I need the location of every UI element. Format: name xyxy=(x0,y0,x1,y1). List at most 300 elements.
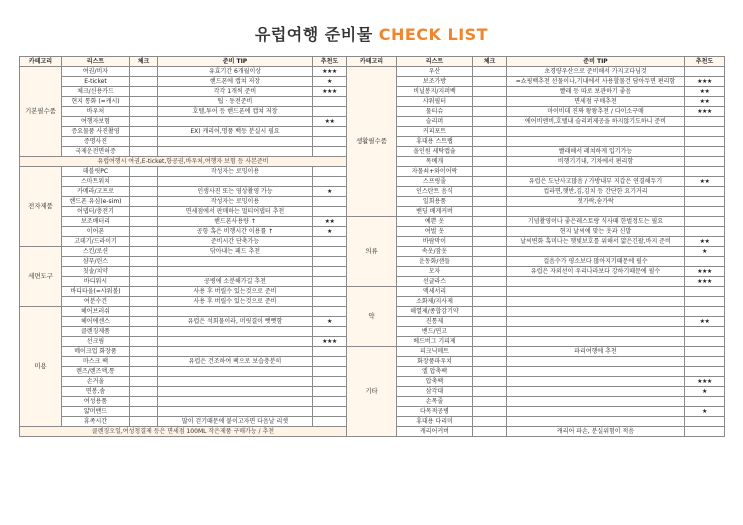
table-row xyxy=(347,167,725,177)
priority-stars xyxy=(313,167,347,177)
item-name: 증명사진 xyxy=(62,137,130,147)
table-row xyxy=(347,417,725,427)
priority-stars: ★ xyxy=(685,247,725,257)
table-row xyxy=(20,267,347,277)
item-name: 운동화/샌들 xyxy=(397,257,473,267)
priority-stars xyxy=(685,67,725,77)
check-box[interactable] xyxy=(130,127,158,137)
check-box[interactable] xyxy=(130,407,158,417)
check-box[interactable] xyxy=(130,247,158,257)
priority-stars: ★★★ xyxy=(685,77,725,87)
check-box[interactable] xyxy=(130,297,158,307)
item-name: 모자 xyxy=(397,267,473,277)
item-name: 얇머밴드 xyxy=(62,407,130,417)
table-row xyxy=(347,377,725,387)
tip-text xyxy=(507,127,685,137)
check-box[interactable] xyxy=(130,217,158,227)
table-row xyxy=(347,367,725,377)
table-row xyxy=(20,347,347,357)
item-name: 밴딩 배게커버 xyxy=(397,207,473,217)
priority-stars: ★★★ xyxy=(685,277,725,287)
priority-stars xyxy=(313,267,347,277)
item-name: 액세서리 xyxy=(397,287,473,297)
check-box[interactable] xyxy=(130,367,158,377)
tip-text: 많이 걷기때문에 붙이고자면 다음날 리셋 xyxy=(158,417,313,427)
table-row xyxy=(347,397,725,407)
tip-text: 각각 1개씩 준비 xyxy=(158,87,313,97)
item-name: 예쁜 옷 xyxy=(397,217,473,227)
priority-stars xyxy=(685,307,725,317)
right-checklist-table xyxy=(346,56,725,437)
tip-text: 면세점 구매추천 xyxy=(507,97,685,107)
check-box[interactable] xyxy=(130,227,158,237)
check-box[interactable] xyxy=(130,327,158,337)
table-row xyxy=(20,177,347,187)
table-row xyxy=(20,407,347,417)
note-row xyxy=(20,427,347,437)
right-checklist xyxy=(346,56,724,437)
tip-text: 날씨변화 혹미나는 햇빛보호를 위해서 얇은긴팔,바지 준비 xyxy=(507,237,685,247)
tip-text xyxy=(507,317,685,327)
table-row xyxy=(20,387,347,397)
tip-text: 비행기기내, 기차에서 편리함 xyxy=(507,157,685,167)
check-box[interactable] xyxy=(473,157,507,167)
tip-text: 공항 혹은 비행시간 이용률 ↑ xyxy=(158,227,313,237)
tip-text: 걸음수가 평소보다 많아지기때문에 필수 xyxy=(507,257,685,267)
item-name: 소화제/지사제 xyxy=(397,297,473,307)
item-name: 물티슈 xyxy=(397,107,473,117)
priority-stars: ★★★ xyxy=(685,267,725,277)
tip-text xyxy=(158,367,313,377)
note-text: 유럽여행시 여권,E-ticket,항공권,바우처,여행자 보험 등 사본준비 xyxy=(20,157,347,167)
check-box[interactable] xyxy=(130,177,158,187)
item-name: E-ticket xyxy=(62,77,130,87)
category-cell: 미용 xyxy=(20,307,62,427)
check-box[interactable] xyxy=(130,277,158,287)
priority-stars: ★ xyxy=(685,407,725,417)
table-row xyxy=(20,87,347,97)
tip-text: =쇼핑백추천 선물이나,기내에서 사용할물건 담아두면 편리함 xyxy=(507,77,685,87)
priority-stars xyxy=(313,287,347,297)
table-row xyxy=(347,277,725,287)
priority-stars xyxy=(685,137,725,147)
item-name: 데블릿PC xyxy=(62,167,130,177)
tip-text xyxy=(158,267,313,277)
priority-stars xyxy=(313,297,347,307)
check-box[interactable] xyxy=(130,207,158,217)
priority-stars: ★★ xyxy=(313,217,347,227)
check-box[interactable] xyxy=(473,307,507,317)
table-row xyxy=(20,257,347,267)
tip-text xyxy=(507,247,685,257)
check-box[interactable] xyxy=(130,67,158,77)
table-row xyxy=(20,277,347,287)
category-cell: 생활필수품 xyxy=(347,67,397,217)
priority-stars xyxy=(685,217,725,227)
tip-text xyxy=(507,277,685,287)
check-box[interactable] xyxy=(473,197,507,207)
table-row xyxy=(20,317,347,327)
table-row xyxy=(347,147,725,157)
tip-text: 초경량우산으로 준비해서 가지고다님것 xyxy=(507,67,685,77)
check-box[interactable] xyxy=(473,357,507,367)
tip-text: 인생사진 또는 영상촬영 가능 xyxy=(158,187,313,197)
priority-stars xyxy=(685,197,725,207)
tip-text xyxy=(507,407,685,417)
tip-text: 컵라면,햇반,김,김치 등 간단한 요기거리 xyxy=(507,187,685,197)
tip-text xyxy=(507,387,685,397)
check-box[interactable] xyxy=(130,287,158,297)
table-row xyxy=(347,357,725,367)
priority-stars: ★★★ xyxy=(313,87,347,97)
tip-text xyxy=(507,377,685,387)
table-row xyxy=(20,217,347,227)
priority-stars xyxy=(685,287,725,297)
table-row xyxy=(347,287,725,297)
tip-text: 면세점에서 판매하는 멀티어댑터 추천 xyxy=(158,207,313,217)
tip-text xyxy=(158,137,313,147)
table-row xyxy=(20,417,347,427)
tip-text: 빨래 등 따로 보관하기 좋음 xyxy=(507,87,685,97)
table-row xyxy=(20,307,347,317)
priority-stars xyxy=(313,97,347,107)
check-box[interactable] xyxy=(130,317,158,327)
tip-text xyxy=(507,327,685,337)
table-row xyxy=(347,137,725,147)
check-box[interactable] xyxy=(473,427,507,437)
table-row xyxy=(20,107,347,117)
item-name: 화장품파우치 xyxy=(397,357,473,367)
tip-text: 현지 날씨에 맞는 옷과 신발 xyxy=(507,227,685,237)
tip-text xyxy=(507,417,685,427)
priority-stars xyxy=(685,257,725,267)
table-row xyxy=(347,97,725,107)
check-box[interactable] xyxy=(473,387,507,397)
table-row xyxy=(347,267,725,277)
table-row xyxy=(20,377,347,387)
tip-text: 유럽은 건조하여 팩으로 보습충분히 xyxy=(158,357,313,367)
priority-stars xyxy=(685,127,725,137)
item-name: 선글라스 xyxy=(397,277,473,287)
tip-text: 유럽은 석회물이라, 머릿결이 뻣뻣함 xyxy=(158,317,313,327)
item-name: 메이크업 화장품 xyxy=(62,347,130,357)
priority-stars xyxy=(685,427,725,437)
priority-stars xyxy=(313,347,347,357)
table-row xyxy=(20,237,347,247)
tip-text: 사용 후 버릴수 있는것으로 준비 xyxy=(158,287,313,297)
tip-text xyxy=(507,297,685,307)
table-row xyxy=(347,177,725,187)
item-name: 손거울 xyxy=(62,377,130,387)
tip-text: 닦아내는 패드 추천 xyxy=(158,247,313,257)
item-name: 여행자보험 xyxy=(62,117,130,127)
tip-text xyxy=(158,147,313,157)
check-box[interactable] xyxy=(473,367,507,377)
table-row xyxy=(347,207,725,217)
priority-stars xyxy=(685,147,725,157)
item-name: 마스크 팩 xyxy=(62,357,130,367)
check-box[interactable] xyxy=(473,187,507,197)
priority-stars xyxy=(313,257,347,267)
tip-text: 빨래해서 레쳐하게 입기가능 xyxy=(507,147,685,157)
table-row xyxy=(20,397,347,407)
tip-text xyxy=(507,137,685,147)
table-row xyxy=(347,227,725,237)
item-name: 바디워시 xyxy=(62,277,130,287)
check-box[interactable] xyxy=(130,137,158,147)
priority-stars: ★ xyxy=(313,317,347,327)
check-box[interactable] xyxy=(130,357,158,367)
tip-text: 기념촬영이나 좋은레스토랑 식사때 한벌정도는 필요 xyxy=(507,217,685,227)
priority-stars: ★★ xyxy=(685,177,725,187)
check-box[interactable] xyxy=(130,77,158,87)
note-text: 클렌징오일,여성청결제 등은 면세점 100ML 작은제품 구매가능 / 추천 xyxy=(20,427,347,437)
item-name: 면봉,솜 xyxy=(62,387,130,397)
left-body xyxy=(20,67,347,437)
priority-stars: ★★ xyxy=(685,97,725,107)
check-box[interactable] xyxy=(473,127,507,137)
check-box[interactable] xyxy=(473,137,507,147)
item-name: 카메라/고프로 xyxy=(62,187,130,197)
title-main: 유럽여행 준비물 xyxy=(254,25,373,44)
table-row xyxy=(347,337,725,347)
check-box[interactable] xyxy=(473,377,507,387)
item-name: 압축팩 xyxy=(397,377,473,387)
check-box[interactable] xyxy=(130,187,158,197)
item-name: 스마트워치 xyxy=(62,177,130,187)
item-name: 비닐봉지/지퍼백 xyxy=(397,87,473,97)
check-box[interactable] xyxy=(473,97,507,107)
priority-stars: ★★★ xyxy=(313,67,347,77)
item-name: 손목줄 xyxy=(397,397,473,407)
priority-stars xyxy=(313,327,347,337)
category-cell: 전자제품 xyxy=(20,167,62,247)
item-name: 휴대용 스트랩 xyxy=(397,137,473,147)
table-row xyxy=(20,117,347,127)
check-box[interactable] xyxy=(473,397,507,407)
check-box[interactable] xyxy=(473,297,507,307)
table-row xyxy=(347,387,725,397)
table-row xyxy=(347,197,725,207)
page-title xyxy=(0,22,743,45)
table-row xyxy=(347,407,725,417)
tip-text: 작성자는 로밍이용 xyxy=(158,167,313,177)
item-name: 여성용품 xyxy=(62,397,130,407)
check-box[interactable] xyxy=(130,257,158,267)
tip-text xyxy=(507,357,685,367)
item-name: 선크림 xyxy=(62,337,130,347)
check-box[interactable] xyxy=(473,257,507,267)
item-name: 인스탄트 음식 xyxy=(397,187,473,197)
check-box[interactable] xyxy=(130,397,158,407)
priority-stars xyxy=(685,297,725,307)
item-name: 엘 압축팩 xyxy=(397,367,473,377)
table-row xyxy=(20,67,347,77)
check-box[interactable] xyxy=(473,87,507,97)
check-box[interactable] xyxy=(473,237,507,247)
table-row xyxy=(20,337,347,347)
check-box[interactable] xyxy=(473,317,507,327)
priority-stars xyxy=(685,117,725,127)
header-category: 카테고리 xyxy=(347,57,397,67)
priority-stars xyxy=(313,377,347,387)
item-name: 올인원 세탁캡슐 xyxy=(397,147,473,157)
check-box[interactable] xyxy=(130,87,158,97)
priority-stars: ★★★ xyxy=(685,377,725,387)
item-name: 피크닉매트 xyxy=(397,347,473,357)
check-box[interactable] xyxy=(130,267,158,277)
table-row xyxy=(347,107,725,117)
priority-stars xyxy=(313,197,347,207)
priority-stars xyxy=(313,177,347,187)
check-box[interactable] xyxy=(473,147,507,157)
header-priority: 추천도 xyxy=(685,57,725,67)
item-name: 여분수건 xyxy=(62,297,130,307)
priority-stars: ★ xyxy=(313,187,347,197)
check-box[interactable] xyxy=(473,327,507,337)
priority-stars: ★★ xyxy=(685,87,725,97)
item-name: 칫솔/치약 xyxy=(62,267,130,277)
table-row xyxy=(20,147,347,157)
item-name: 샤워필터 xyxy=(397,97,473,107)
check-box[interactable] xyxy=(473,67,507,77)
table-row xyxy=(20,167,347,177)
priority-stars: ★ xyxy=(313,77,347,87)
item-name: 베드버그 기피제 xyxy=(397,337,473,347)
item-name: 보조가방 xyxy=(397,77,473,87)
check-box[interactable] xyxy=(130,107,158,117)
priority-stars xyxy=(313,307,347,317)
table-row xyxy=(20,247,347,257)
table-row xyxy=(347,77,725,87)
priority-stars xyxy=(313,237,347,247)
check-box[interactable] xyxy=(130,117,158,127)
check-box[interactable] xyxy=(473,267,507,277)
tip-text: 준비시간 단축가능 xyxy=(158,237,313,247)
check-box[interactable] xyxy=(473,107,507,117)
table-row xyxy=(347,307,725,317)
priority-stars: ★★ xyxy=(313,117,347,127)
check-box[interactable] xyxy=(130,417,158,427)
check-box[interactable] xyxy=(130,237,158,247)
priority-stars xyxy=(313,107,347,117)
tip-text: 핸드폰에 캡쳐 저장 xyxy=(158,77,313,87)
item-name: 바람막이 xyxy=(397,237,473,247)
check-box[interactable] xyxy=(130,307,158,317)
header-tip: 준비 TIP xyxy=(158,57,313,67)
category-cell: 약 xyxy=(347,287,397,347)
item-name: 체크/신용카드 xyxy=(62,87,130,97)
table-row xyxy=(347,67,725,77)
table-row xyxy=(20,97,347,107)
category-cell: 의류 xyxy=(347,217,397,287)
priority-stars xyxy=(685,337,725,347)
check-box[interactable] xyxy=(473,177,507,187)
category-cell: 기타 xyxy=(347,347,397,437)
tip-text xyxy=(158,387,313,397)
table-row xyxy=(347,317,725,327)
table-row xyxy=(20,137,347,147)
check-box[interactable] xyxy=(473,287,507,297)
tip-text: 젓가락,숟가락 xyxy=(507,197,685,207)
check-box[interactable] xyxy=(473,167,507,177)
table-row xyxy=(347,87,725,97)
priority-stars xyxy=(685,327,725,337)
priority-stars xyxy=(685,227,725,237)
priority-stars: ★★★ xyxy=(685,107,725,117)
check-box[interactable] xyxy=(473,117,507,127)
item-name: 밴드/연고 xyxy=(397,327,473,337)
tip-text: 파리여행에 추천 xyxy=(507,347,685,357)
tip-text xyxy=(158,337,313,347)
item-name: 어댑터/충전기 xyxy=(62,207,130,217)
priority-stars xyxy=(313,127,347,137)
check-box[interactable] xyxy=(130,167,158,177)
check-box[interactable] xyxy=(130,147,158,157)
item-name: 속옷/잠옷 xyxy=(397,247,473,257)
priority-stars xyxy=(685,367,725,377)
tip-text xyxy=(507,397,685,407)
priority-stars xyxy=(313,247,347,257)
check-box[interactable] xyxy=(473,347,507,357)
tip-text xyxy=(507,287,685,297)
item-name: 휴대용 다리미 xyxy=(397,417,473,427)
table-row xyxy=(20,357,347,367)
tip-text: 마이비데 진짜 왕왕추천 / 다이소구매 xyxy=(507,107,685,117)
table-row xyxy=(347,127,725,137)
right-header-row xyxy=(347,57,725,67)
item-name: 국제운전면허증 xyxy=(62,147,130,157)
header-list: 리스트 xyxy=(397,57,473,67)
check-box[interactable] xyxy=(473,277,507,287)
item-name: 삼각대 xyxy=(397,387,473,397)
check-box[interactable] xyxy=(473,77,507,87)
check-box[interactable] xyxy=(473,407,507,417)
item-name: 현지 통화 (=캐시) xyxy=(62,97,130,107)
priority-stars xyxy=(313,207,347,217)
item-name: 우산 xyxy=(397,67,473,77)
check-box[interactable] xyxy=(130,97,158,107)
priority-stars xyxy=(313,387,347,397)
item-name: 스프링줄 xyxy=(397,177,473,187)
table-row xyxy=(347,217,725,227)
item-name: 해열제/종합감기약 xyxy=(397,307,473,317)
check-box[interactable] xyxy=(473,247,507,257)
tip-text: 캐리어 파손, 분실위험이 적음 xyxy=(507,427,685,437)
check-box[interactable] xyxy=(473,207,507,217)
check-box[interactable] xyxy=(130,387,158,397)
check-box[interactable] xyxy=(130,197,158,207)
check-box[interactable] xyxy=(130,337,158,347)
item-name: 바우처 xyxy=(62,107,130,117)
tip-text: 유효기간 6개월이상 xyxy=(158,67,313,77)
check-box[interactable] xyxy=(473,417,507,427)
item-name: 캐리어커버 xyxy=(397,427,473,437)
tip-text: 팁 · 동전준비 xyxy=(158,97,313,107)
check-box[interactable] xyxy=(473,337,507,347)
table-row xyxy=(347,347,725,357)
header-tip: 준비 TIP xyxy=(507,57,685,67)
check-box[interactable] xyxy=(130,347,158,357)
check-box[interactable] xyxy=(473,217,507,227)
priority-stars xyxy=(685,157,725,167)
check-box[interactable] xyxy=(473,227,507,237)
item-name: 핸드폰 유심(e-sim) xyxy=(62,197,130,207)
table-row xyxy=(20,207,347,217)
tip-text: 핸드폰사용량 ↑ xyxy=(158,217,313,227)
check-box[interactable] xyxy=(130,377,158,387)
table-row xyxy=(347,297,725,307)
